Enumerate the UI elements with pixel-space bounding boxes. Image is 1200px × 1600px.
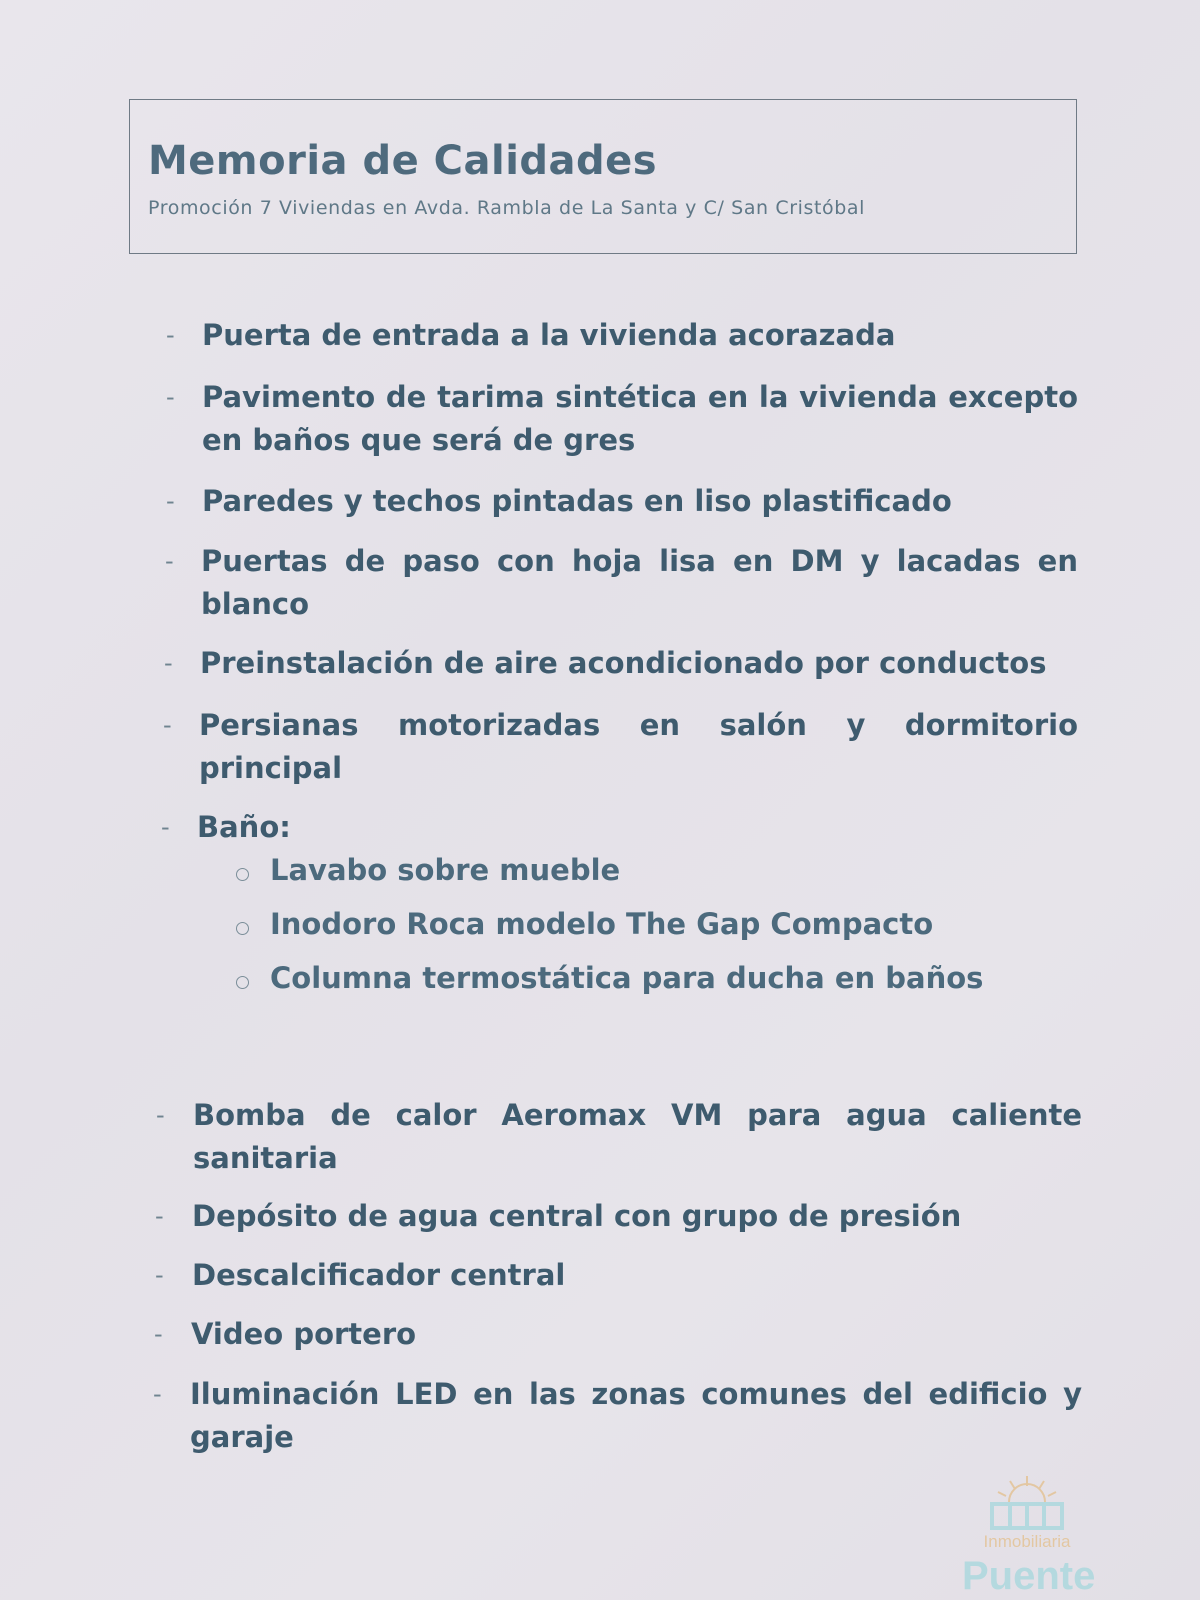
list-dash: - (156, 1101, 165, 1129)
list-item: Persianas motorizadas en salón y dormitorio principal (199, 708, 1078, 785)
list-dash: - (166, 487, 175, 515)
list-dash: - (155, 1202, 164, 1230)
list-dash: - (155, 1261, 164, 1289)
sub-list-item: Columna termostática para ducha en baños (270, 961, 984, 995)
sun-house-logo-icon (962, 1472, 1092, 1534)
list-item: Paredes y techos pintadas en liso plastificado (202, 484, 952, 518)
sub-list-item: Inodoro Roca modelo The Gap Compacto (270, 907, 934, 941)
company-logo (962, 1472, 1096, 1600)
list-item: Bomba de calor Aeromax VM para agua caliente sanitaria (193, 1098, 1082, 1175)
list-dash: - (163, 711, 172, 739)
list-item-bano: Baño: (197, 810, 291, 844)
sub-list-item: Lavabo sobre mueble (270, 853, 621, 887)
list-dash: - (161, 813, 170, 841)
logo-text-puente: Puente (962, 1554, 1096, 1598)
list-dash: - (166, 383, 175, 411)
list-item: Preinstalación de aire acondicionado por conductos (200, 646, 1047, 680)
list-dash: - (164, 649, 173, 677)
document-title: Memoria de Calidades (148, 138, 658, 184)
list-item: Iluminación LED en las zonas comunes del edificio y garaje (190, 1377, 1082, 1454)
header-box (129, 99, 1077, 254)
list-item: Pavimento de tarima sintética en la vivienda excepto en baños que será de gres (202, 380, 1078, 457)
circle-bullet-icon (236, 922, 249, 935)
list-dash: - (154, 1320, 163, 1348)
list-dash: - (153, 1380, 162, 1408)
document-subtitle: Promoción 7 Viviendas en Avda. Rambla de La Santa y C/ San Cristóbal (148, 197, 866, 219)
list-dash: - (166, 321, 175, 349)
circle-bullet-icon (236, 976, 249, 989)
list-item: Descalcificador central (192, 1258, 566, 1292)
list-dash: - (165, 547, 174, 575)
list-item: Depósito de agua central con grupo de presión (192, 1199, 962, 1233)
list-item: Puerta de entrada a la vivienda acorazada (202, 318, 896, 352)
list-item: Puertas de paso con hoja lisa en DM y lacadas en blanco (201, 544, 1078, 621)
list-item: Video portero (191, 1317, 417, 1351)
logo-text-inmobiliaria: Inmobiliaria (983, 1532, 1071, 1551)
circle-bullet-icon (236, 868, 249, 881)
